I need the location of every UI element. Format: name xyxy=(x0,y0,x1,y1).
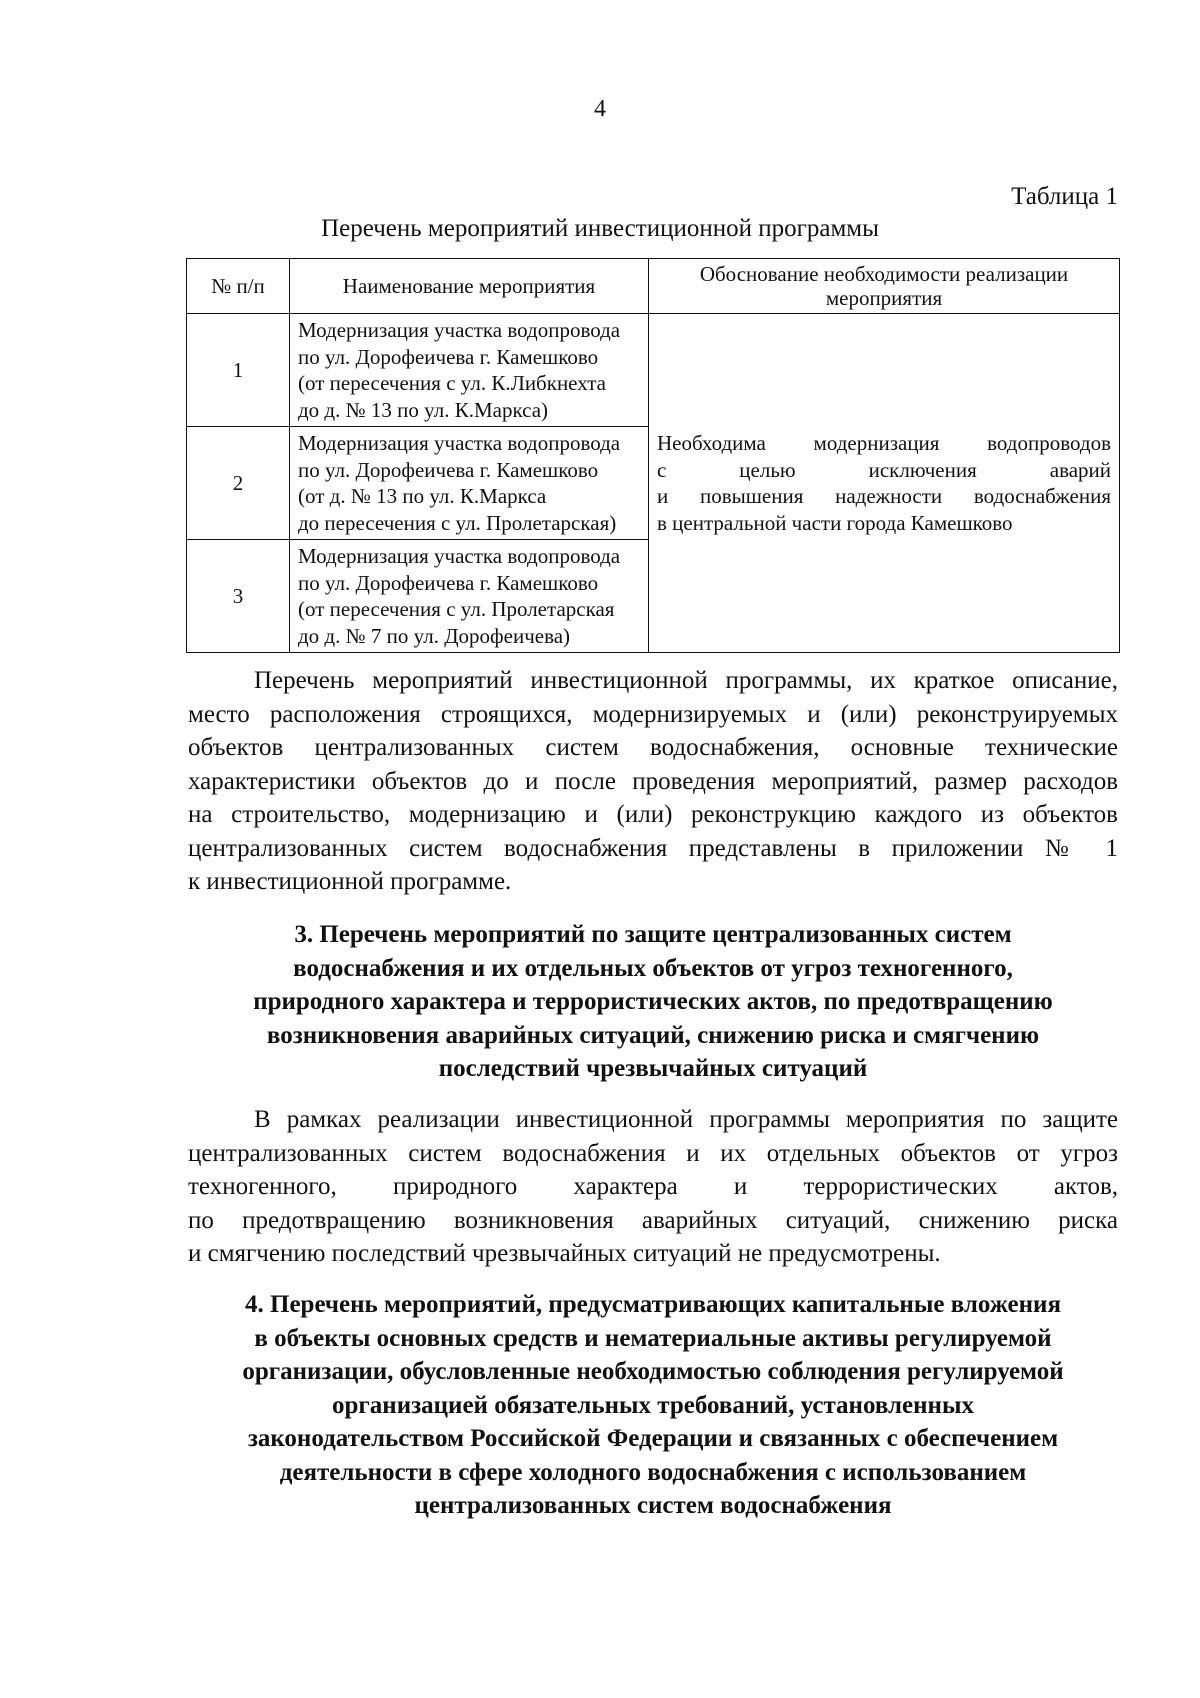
row-name-line: Модернизация участка водопровода xyxy=(298,318,621,342)
section-4-heading xyxy=(188,1288,1118,1523)
paragraph-program-list xyxy=(188,664,1118,899)
heading-line: последствий чрезвычайных ситуаций xyxy=(438,1055,868,1082)
header-name: Наименование мероприятия xyxy=(290,259,649,314)
heading-line: возникновения аварийных ситуаций, снижению риска и смягчению xyxy=(266,1021,1040,1049)
row-name-line: (от пересечения с ул. Пролетарская xyxy=(298,597,615,621)
heading-line: природного характера и террористических актов, по предотвращению xyxy=(253,988,1053,1015)
paragraph-line: техногенного, природного характера и террористических актов, xyxy=(188,1173,1118,1200)
measures-table xyxy=(186,258,1120,653)
paragraph-line: объектов централизованных систем водоснабжения, основные технические xyxy=(188,734,1118,761)
row-name xyxy=(290,314,649,427)
heading-line: организации, обусловленные необходимостью соблюдения регулируемой xyxy=(242,1358,1064,1385)
heading-line: в объекты основных средств и нематериальные активы регулируемой xyxy=(254,1324,1052,1352)
justification-line: в центральной части города Камешково xyxy=(657,510,1013,535)
paragraph-line: Перечень мероприятий инвестиционной программы, их краткое описание, xyxy=(254,667,1118,694)
row-num: 3 xyxy=(187,540,290,653)
justification-line: с целью исключения аварий xyxy=(657,457,1111,482)
paragraph-line: и смягчению последствий чрезвычайных ситуаций не предусмотрены. xyxy=(188,1240,941,1267)
header-num: № п/п xyxy=(187,259,290,314)
heading-line: централизованных систем водоснабжения xyxy=(414,1492,892,1519)
paragraph-line: централизованных систем водоснабжения представлены в приложении № 1 xyxy=(188,834,1118,862)
heading-line: деятельности в сфере холодного водоснабжения с использованием xyxy=(279,1458,1027,1486)
row-name-line: по ул. Дорофеичева г. Камешково xyxy=(298,457,599,482)
justification-line: и повышения надежности водоснабжения xyxy=(657,484,1111,508)
paragraph-line: В рамках реализации инвестиционной программы мероприятия по защите xyxy=(254,1106,1118,1133)
row-num: 1 xyxy=(187,314,290,427)
paragraph-line: по предотвращению возникновения аварийных ситуаций, снижению риска xyxy=(188,1206,1118,1234)
row-name-line: до пересечения с ул. Пролетарская) xyxy=(298,510,617,535)
justification-line: Необходима модернизация водопроводов xyxy=(657,431,1111,455)
paragraph-line: характеристики объектов до и после проведения мероприятий, размер расходов xyxy=(188,767,1118,795)
heading-line: 4. Перечень мероприятий, предусматривающих капитальные вложения xyxy=(245,1291,1061,1318)
justification-cell xyxy=(649,314,1120,653)
row-name-line: (от пересечения с ул. К.Либкнехта xyxy=(298,371,606,395)
row-name xyxy=(290,427,649,540)
table-label: Таблица 1 xyxy=(1011,183,1118,210)
row-name-line: (от д. № 13 по ул. К.Маркса xyxy=(298,484,547,508)
paragraph-line: место расположения строящихся, модернизируемых и (или) реконструируемых xyxy=(188,700,1118,728)
heading-line: законодательством Российской Федерации и связанных с обеспечением xyxy=(247,1425,1059,1452)
row-name-line: по ул. Дорофеичева г. Камешково xyxy=(298,344,599,369)
paragraph-line: централизованных систем водоснабжения и их отдельных объектов от угроз xyxy=(188,1139,1118,1167)
row-name-line: до д. № 13 по ул. К.Маркса) xyxy=(298,397,549,422)
row-name-line: до д. № 7 по ул. Дорофеичева) xyxy=(298,623,571,648)
paragraph-line: к инвестиционной программе. xyxy=(188,868,512,895)
table-header-row xyxy=(187,259,1120,314)
row-name xyxy=(290,540,649,653)
row-name-line: Модернизация участка водопровода xyxy=(298,544,621,568)
row-name-line: Модернизация участка водопровода xyxy=(298,431,621,455)
heading-line: 3. Перечень мероприятий по защите централизованных систем xyxy=(294,921,1012,948)
row-num: 2 xyxy=(187,427,290,540)
paragraph-protection xyxy=(188,1103,1118,1271)
table-title: Перечень мероприятий инвестиционной программы xyxy=(321,215,879,242)
paragraph-line: на строительство, модернизацию и (или) реконструкцию каждого из объектов xyxy=(188,801,1118,828)
section-3-heading xyxy=(188,918,1118,1086)
heading-line: организацией обязательных требований, установленных xyxy=(332,1391,974,1419)
header-justification: Обоснование необходимости реализации мероприятия xyxy=(649,259,1120,314)
table-row xyxy=(187,314,1120,427)
page-number: 4 xyxy=(594,96,606,122)
heading-line: водоснабжения и их отдельных объектов от угроз техногенного, xyxy=(293,954,1013,982)
row-name-line: по ул. Дорофеичева г. Камешково xyxy=(298,570,599,595)
